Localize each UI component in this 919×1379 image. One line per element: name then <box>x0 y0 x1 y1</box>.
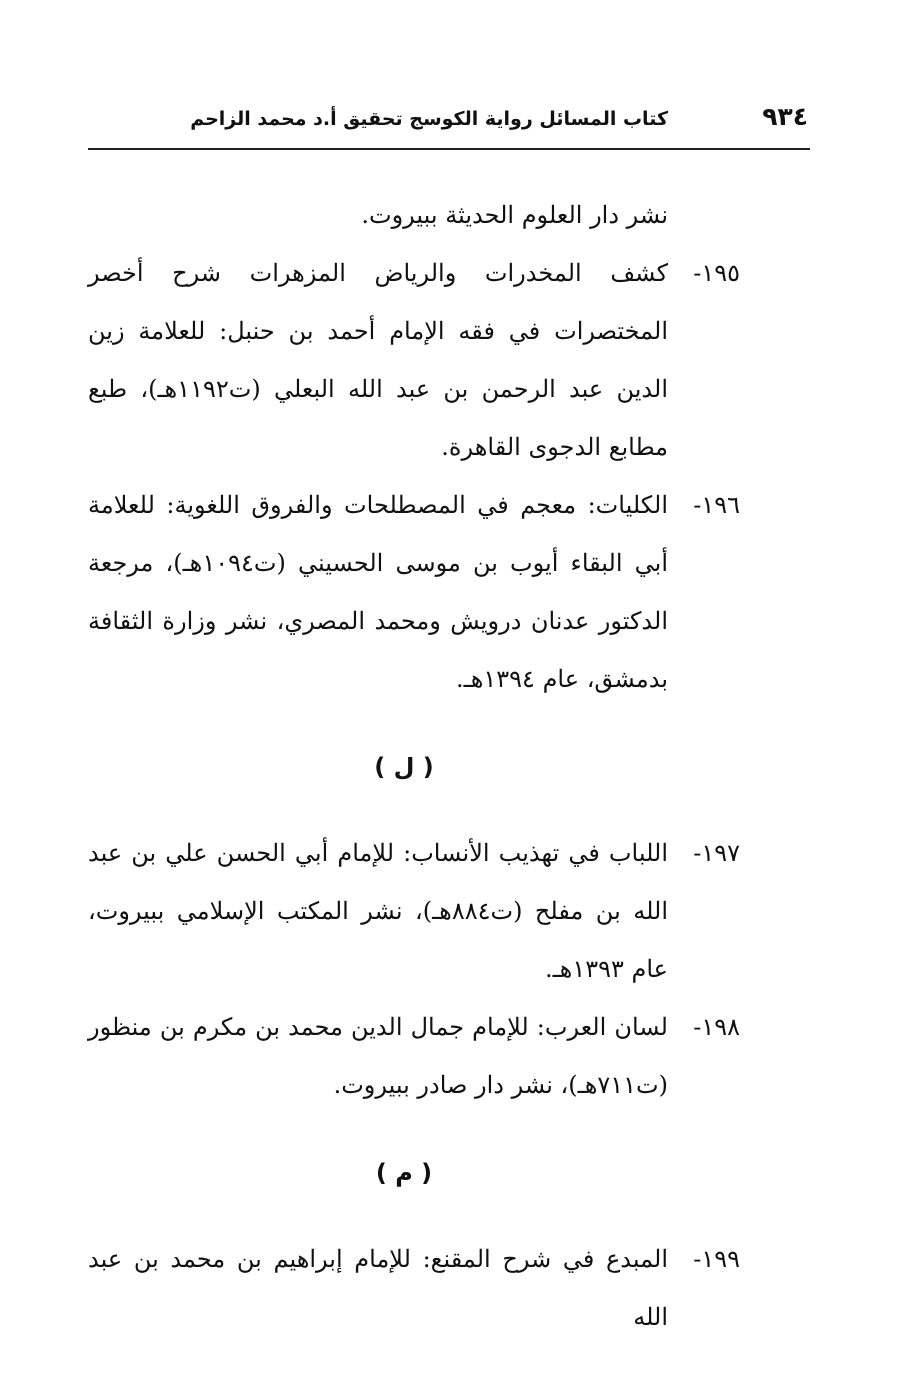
spacer <box>88 1114 740 1144</box>
continuation-text: نشر دار العلوم الحديثة ببيروت. <box>361 201 668 229</box>
header-rule <box>88 148 810 150</box>
entry-number: ١٩٧- <box>693 839 740 867</box>
bibliography-list <box>88 186 740 1346</box>
bibliography-entry <box>88 998 740 1114</box>
entry-number: ١٩٨- <box>693 1013 740 1041</box>
spacer <box>88 796 740 824</box>
spacer <box>88 708 740 738</box>
spacer <box>88 1202 740 1230</box>
bibliography-entry <box>88 824 740 998</box>
entry-text: اللباب في تهذيب الأنساب: للإمام أبي الحسن علي بن عبد الله بن مفلح (ت٨٨٤هـ)، نشر المكتب الإسلامي ببيروت، عام ١٣٩٣هـ. <box>88 839 668 983</box>
page-number: ٩٣٤ <box>762 102 808 131</box>
entry-text: الكليات: معجم في المصطلحات والفروق اللغوية: للعلامة أبي البقاء أيوب بن موسى الحسيني (ت١٠٩٤هـ)، مرجعة الدكتور عدنان درويش ومحمد المصري، نشر وزارة الثقافة بدمشق، عام ١٣٩٤هـ. <box>88 491 668 693</box>
page-header <box>88 100 810 148</box>
running-title: كتاب المسائل رواية الكوسج تحقيق أ.د محمد الزاحم <box>190 108 668 130</box>
bibliography-entry <box>88 244 740 476</box>
entry-text: كشف المخدرات والرياض المزهرات شرح أخصر المختصرات في فقه الإمام أحمد بن حنبل: للعلامة زين الدين عبد الرحمن بن عبد الله البعلي (ت١١٩٢هـ)، طبع مطابع الدجوى القاهرة. <box>88 259 668 461</box>
section-heading-lam: ( ل ) <box>374 753 434 781</box>
entry-number: ١٩٦- <box>693 491 740 519</box>
entry-text: المبدع في شرح المقنع: للإمام إبراهيم بن محمد بن عبد الله <box>88 1245 668 1331</box>
bibliography-entry <box>88 476 740 708</box>
entry-text: لسان العرب: للإمام جمال الدين محمد بن مكرم بن منظور (ت٧١١هـ)، نشر دار صادر ببيروت. <box>88 1013 668 1099</box>
entry-number: ١٩٩- <box>693 1245 740 1273</box>
bibliography-entry <box>88 1230 740 1346</box>
entry-number: ١٩٥- <box>693 259 740 287</box>
section-heading-mim: ( م ) <box>375 1159 433 1187</box>
